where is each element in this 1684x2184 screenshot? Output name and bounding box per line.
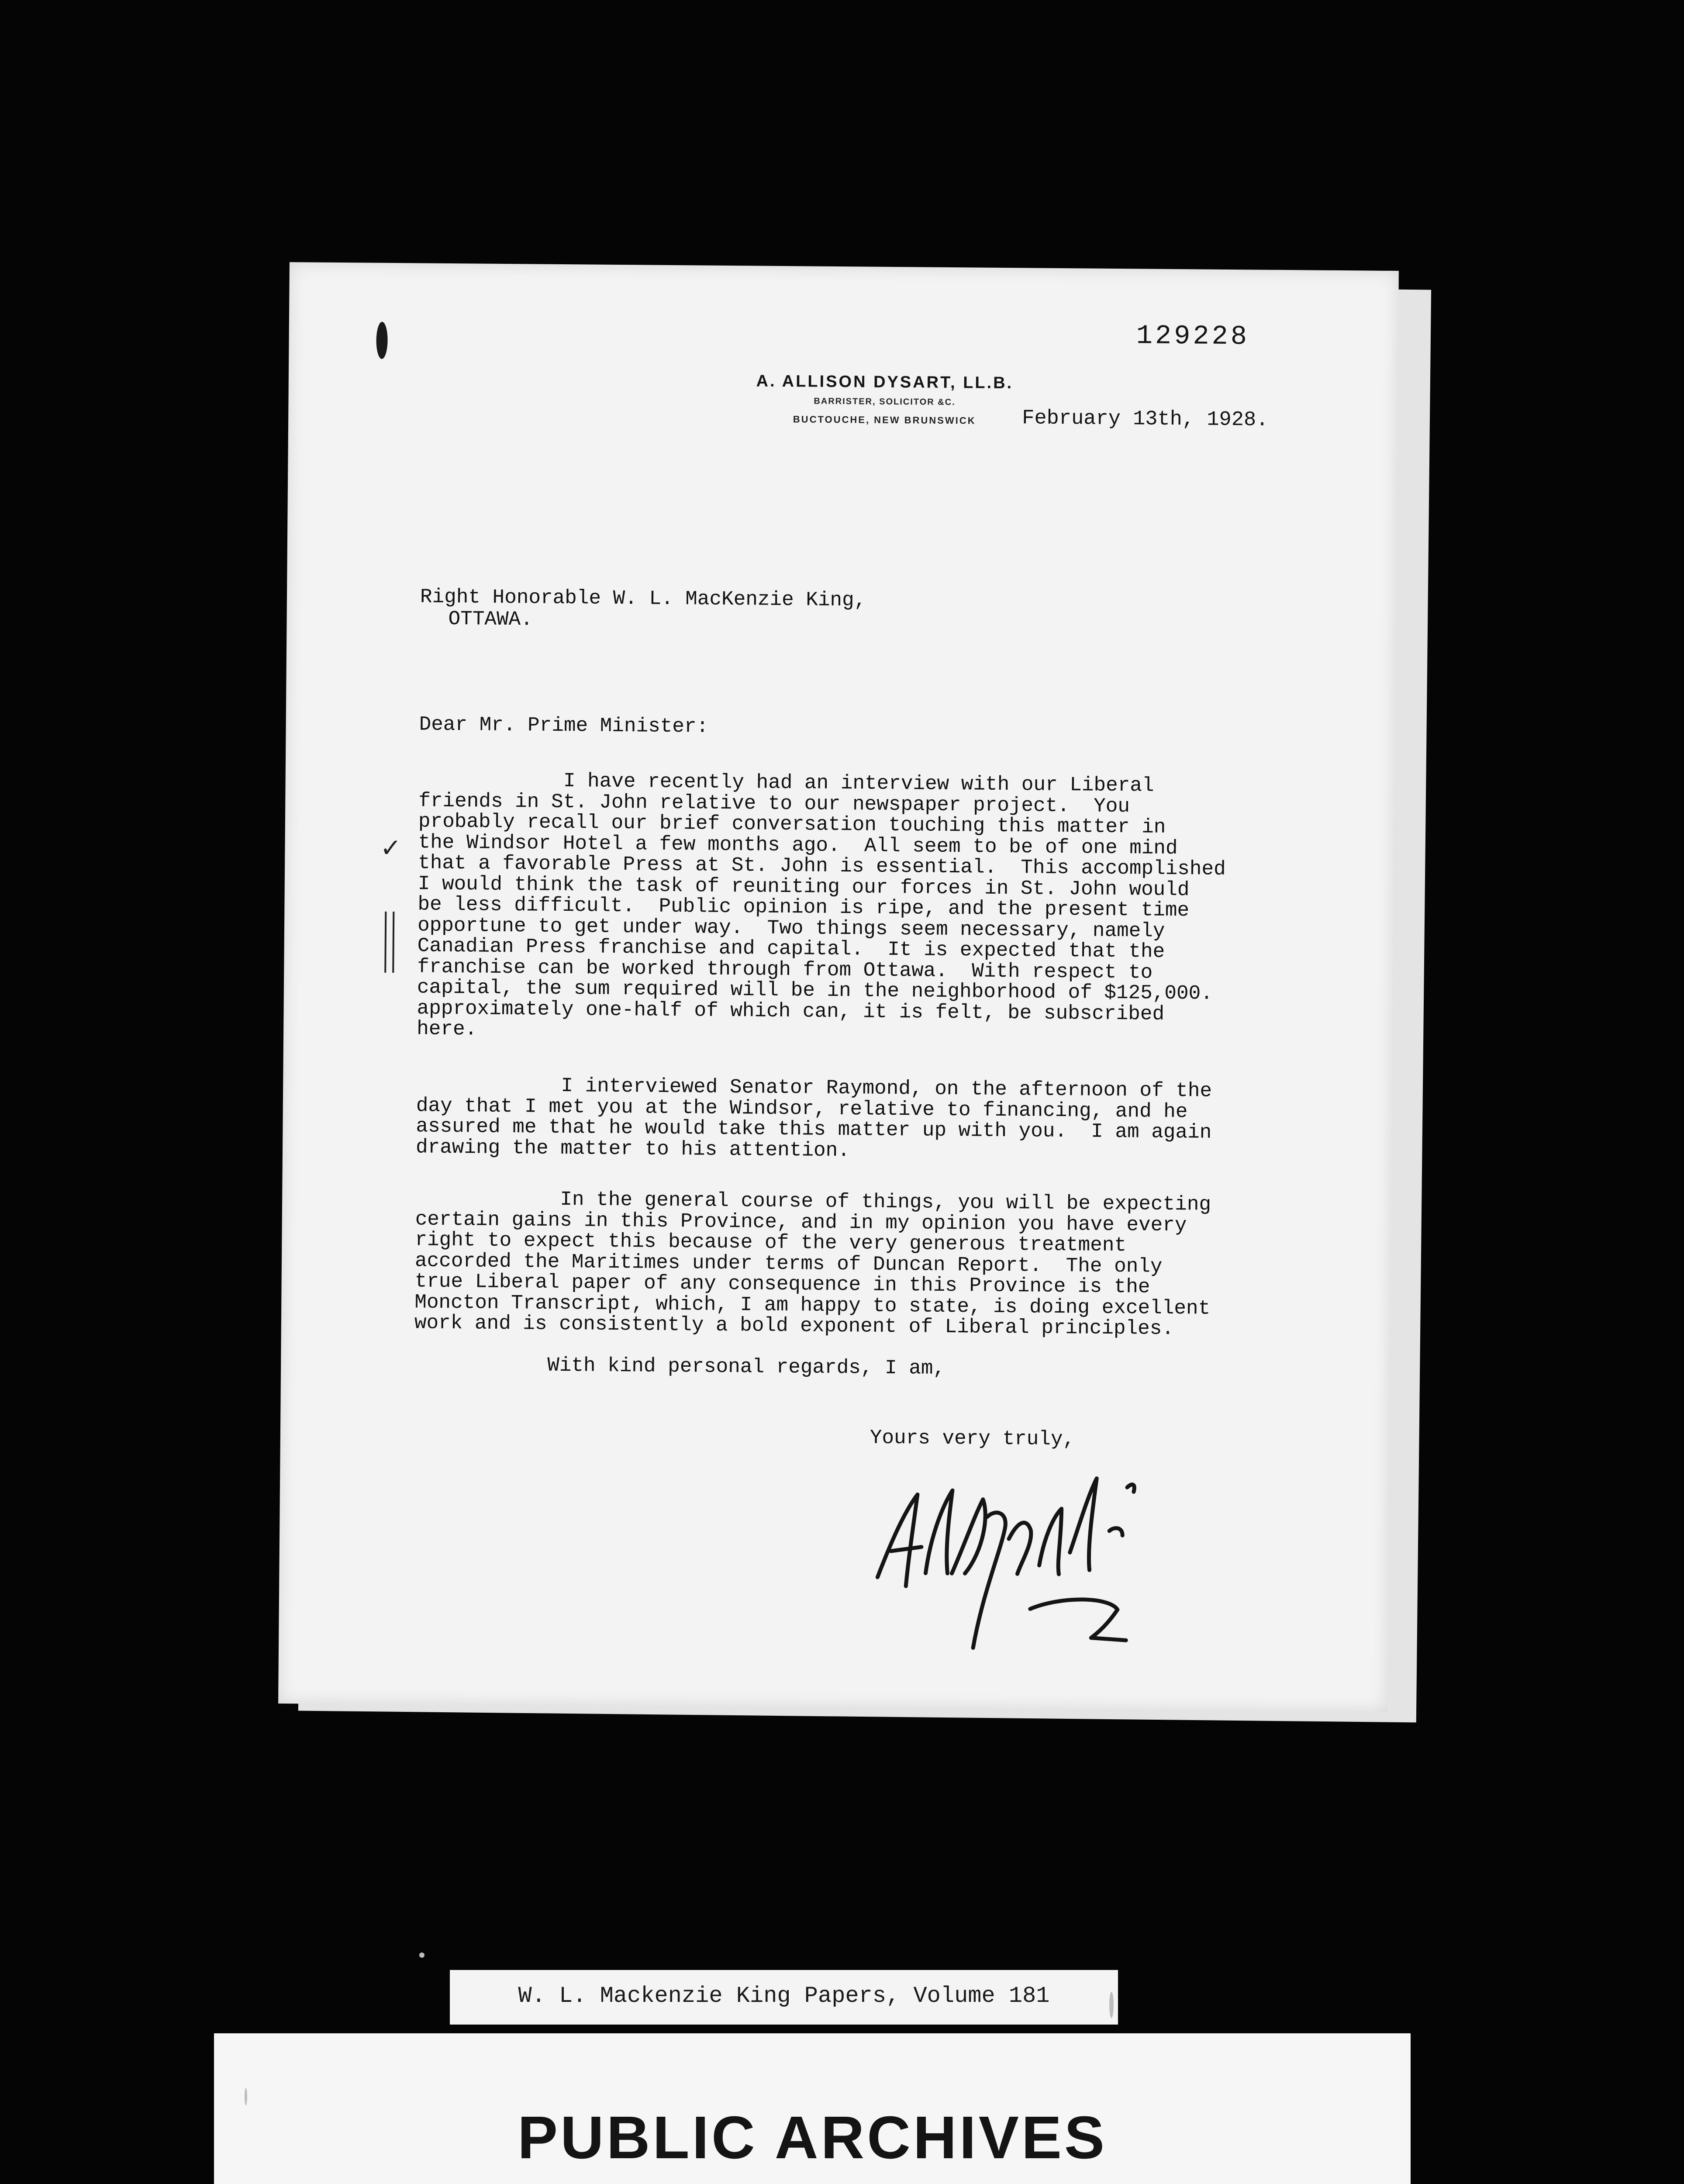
letterhead-address: BUCTOUCHE, NEW BRUNSWICK (793, 414, 976, 426)
body-paragraph: In the general course of things, you will be expecting certain gains in this Province, and in my opinion you have every right to expect this because of the very generous treatment accorded the Maritimes under terms of Duncan Report. The only true Liberal paper of any consequence in this Province is the Moncton Transcript, which, I am happy to state, is doing excellent work and is consistently a bold exponent of Liberal principles. (414, 1187, 1211, 1341)
film-speck (419, 1952, 424, 1958)
sign-off: Yours very truly, (870, 1426, 1075, 1451)
film-speck (245, 2088, 247, 2105)
letter-sheet (278, 262, 1399, 1712)
letter-date: February 13th, 1928. (1022, 407, 1269, 432)
body-paragraph: I have recently had an interview with our Liberal friends in St. John relative to our newspaper project. You probably recall our brief conversation touching this matter in the Windsor Hotel a few months ago. All seem to be of one mind that a favorable Press at St. John is essential. This accomplished I would think the task of reuniting our forces in St. John would be less difficult. Public opinion is ripe, and the present time opportune to get under way. Two things seem necessary, namely Canadian Press franchise and capital. It is expected that the franchise can be worked through from Ottawa. With respect to capital, the sum required will be in the neighborhood of $125,000. approximately one-half of which can, it is felt, be subscribed here. (417, 768, 1226, 1041)
handwritten-signature (864, 1464, 1163, 1667)
film-speck (1109, 1992, 1114, 2018)
letterhead-name: A. ALLISON DYSART, LL.B. (756, 372, 1014, 393)
stamp-line-english: PUBLIC ARCHIVES (518, 2104, 1107, 2171)
document-number: 129228 (1136, 320, 1250, 352)
body-paragraph: I interviewed Senator Raymond, on the afternoon of the day that I met you at the Windsor, relative to financing, and he assured me that he would take this matter up with you. I am again drawing the matter to his attention. (415, 1073, 1212, 1162)
salutation: Dear Mr. Prime Minister: (419, 713, 709, 738)
margin-double-line (384, 912, 394, 973)
punch-hole (376, 322, 388, 359)
recipient-city: OTTAWA. (448, 607, 533, 631)
recipient-name: Right Honorable W. L. MacKenzie King, (420, 585, 866, 612)
closing-regards: With kind personal regards, I am, (547, 1354, 946, 1380)
archive-label: W. L. Mackenzie King Papers, Volume 181 (518, 1983, 1050, 2009)
archives-stamp (214, 2033, 1411, 2184)
letterhead-profession: BARRISTER, SOLICITOR &C. (814, 396, 956, 408)
check-mark-icon: ✓ (380, 833, 402, 863)
